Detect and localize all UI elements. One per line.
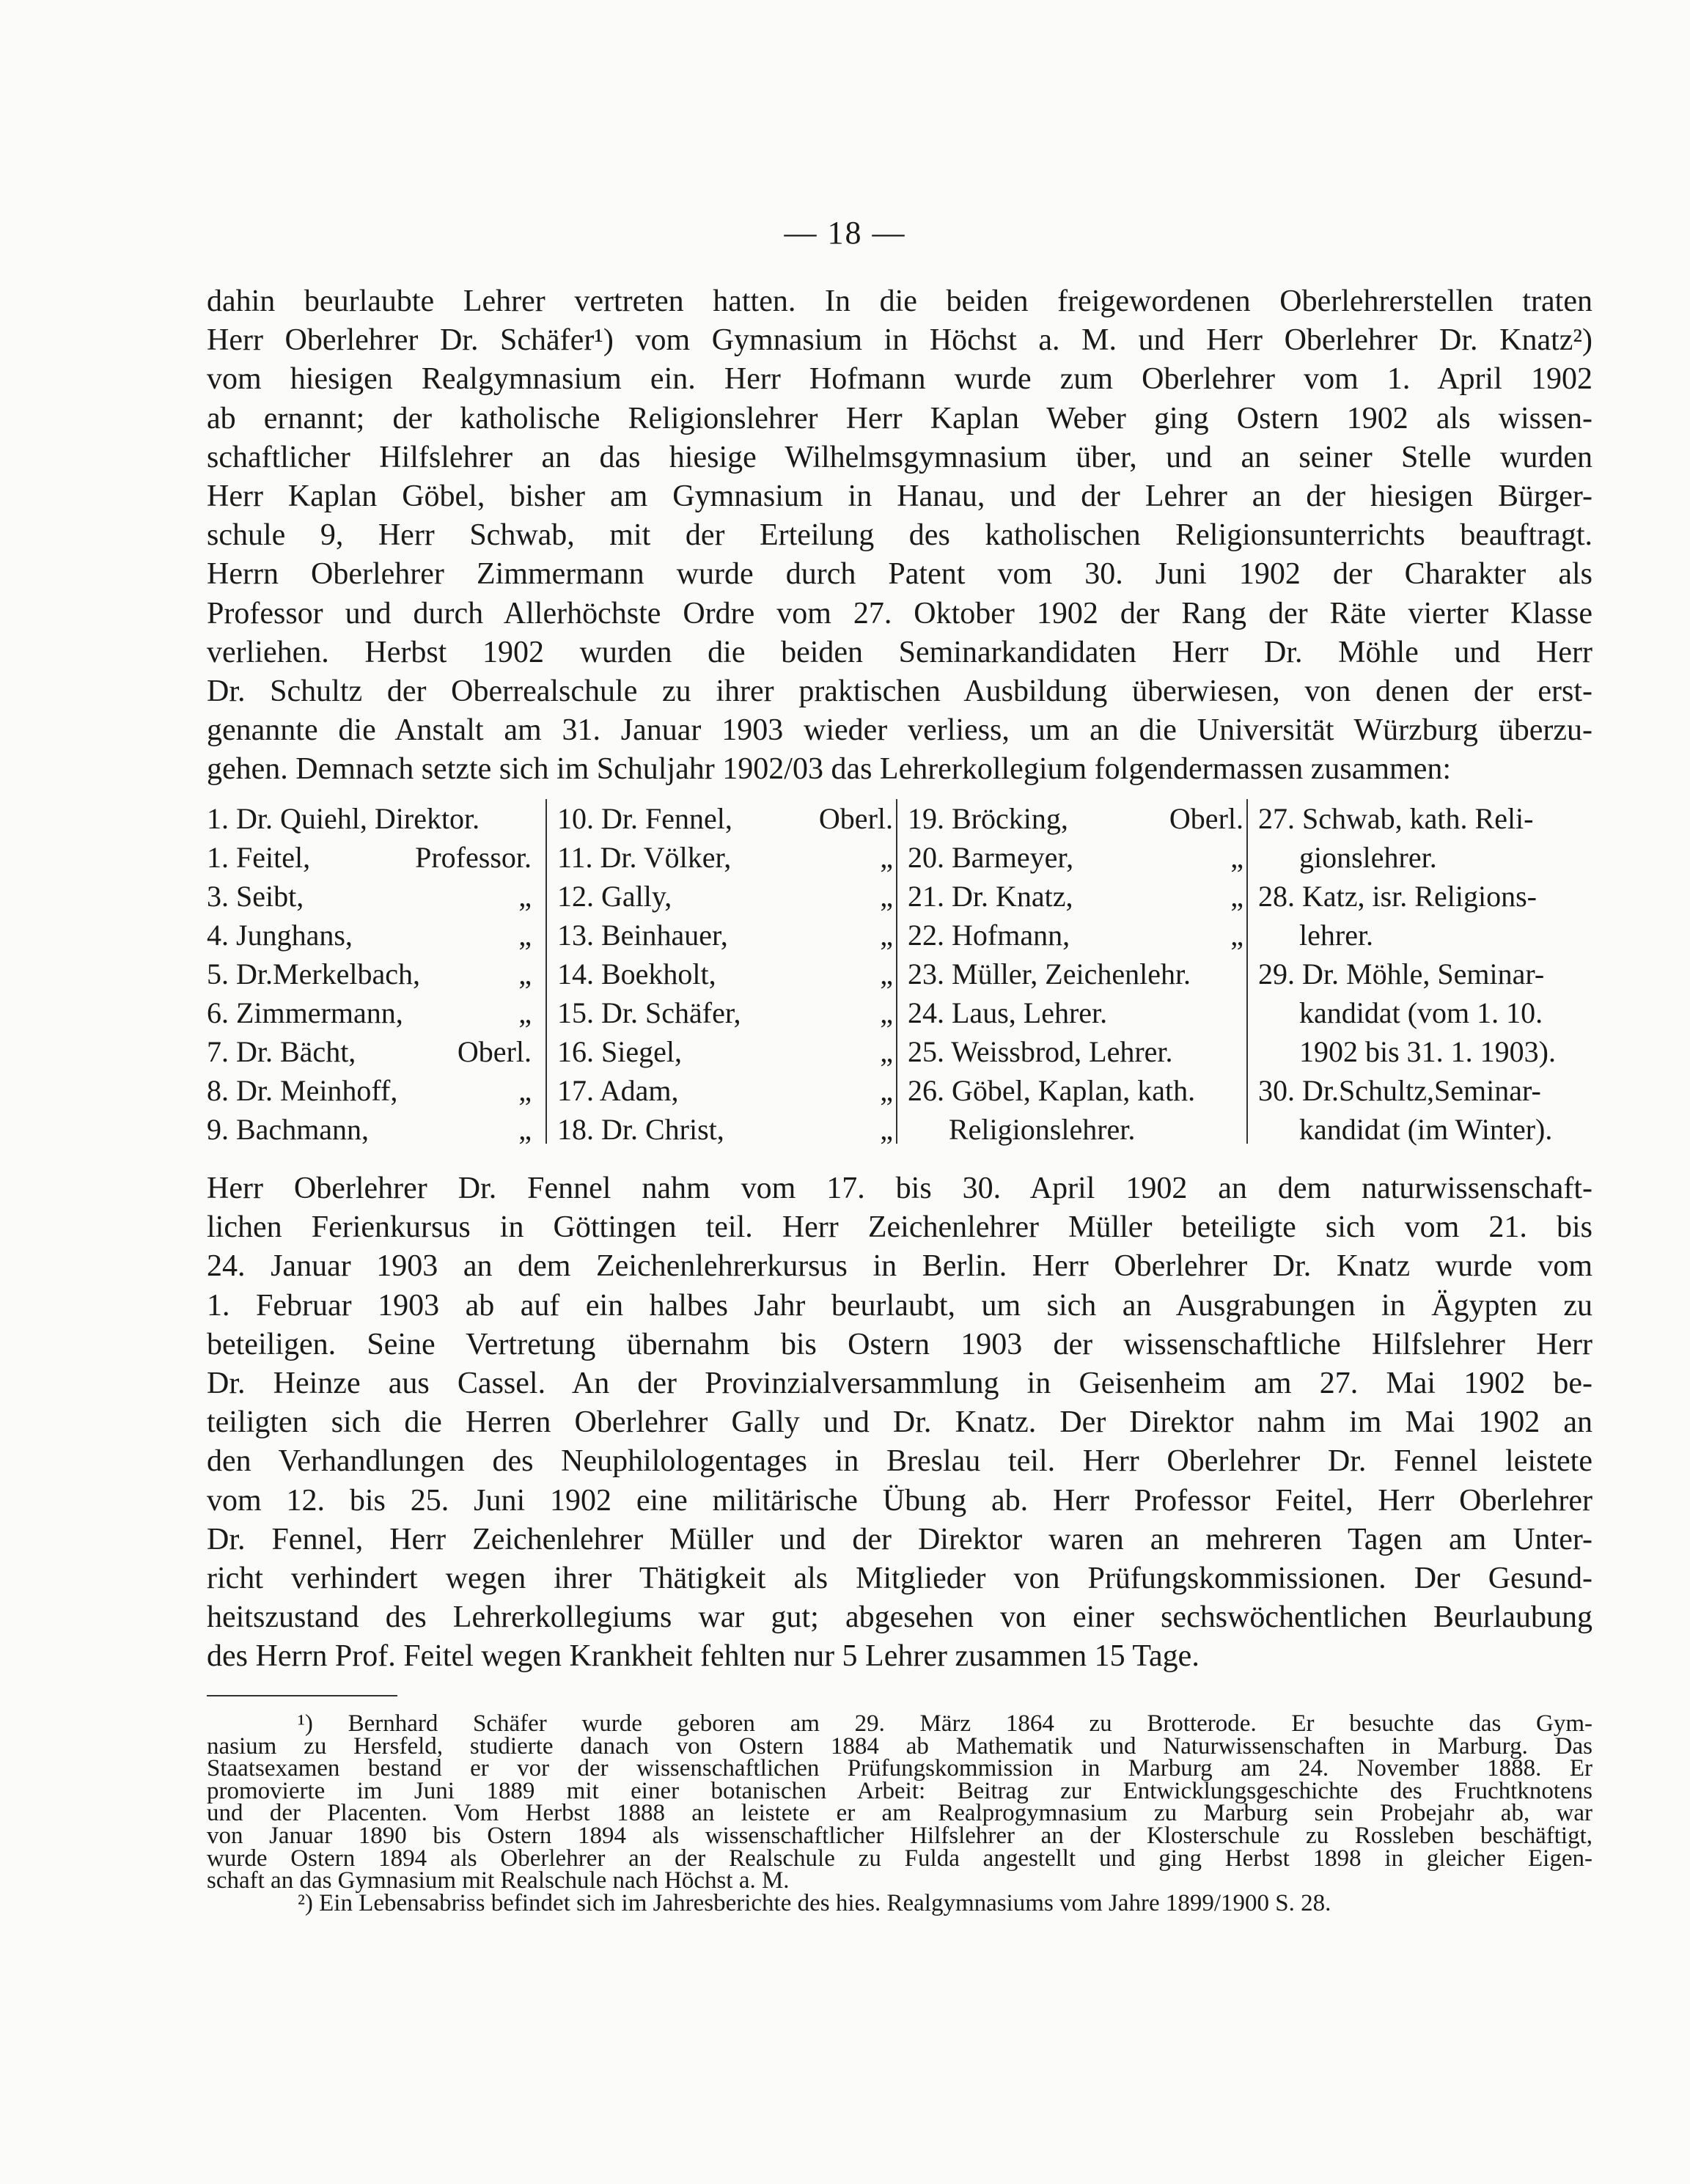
staff-entry (557, 877, 902, 916)
text-line: Herrn Oberlehrer Zimmermann wurde durch Patent vom 30. Juni 1902 der Charakter als (207, 557, 1592, 592)
staff-name: 12. Gally, (557, 880, 672, 913)
staff-name: gionslehrer. (1299, 841, 1437, 874)
staff-entry (908, 1110, 1252, 1149)
staff-entry (908, 955, 1252, 993)
staff-name: 23. Müller, Zeichenlehr. (908, 957, 1191, 990)
staff-name: 1. Dr. Quiehl, Direktor. (207, 802, 480, 835)
text-line: ab ernannt; der katholische Religionslehrer Herr Kaplan Weber ging Ostern 1902 als wissen- (207, 401, 1592, 435)
footnote-line: wurde Ostern 1894 als Oberlehrer an der Realschule zu Fulda angestellt und ging Herbst 1898 in gleicher Eigen- (207, 1845, 1592, 1872)
staff-name: 15. Dr. Schäfer, (557, 996, 741, 1029)
staff-title: „ (880, 996, 893, 1029)
staff-entry (207, 877, 540, 916)
text-line: genannte die Anstalt am 31. Januar 1903 wieder verliess, um an die Universität Würzburg überzu- (207, 713, 1592, 748)
footnote-line: ¹) Bernhard Schäfer wurde geboren am 29. März 1864 zu Brotterode. Er besuchte das Gym- (298, 1710, 1592, 1737)
text-line: Professor und durch Allerhöchste Ordre vom 27. Oktober 1902 der Rang der Räte vierter Klasse (207, 596, 1592, 630)
staff-entry (908, 799, 1252, 838)
staff-entry (207, 916, 540, 955)
text-line: schaftlicher Hilfslehrer an das hiesige Wilhelmsgymnasium über, und an seiner Stelle wurden (207, 440, 1592, 474)
staff-name: 8. Dr. Meinhoff, (207, 1074, 398, 1107)
paragraph-staff-changes (207, 282, 1592, 790)
footnote-line: und der Placenten. Vom Herbst 1888 an leistete er am Realprogymnasium zu Marburg sein Probejahr ab, war (207, 1800, 1592, 1827)
staff-entry (557, 955, 902, 993)
staff-column-2 (545, 799, 902, 1144)
staff-name: 14. Boekholt, (557, 957, 716, 990)
staff-title: „ (880, 1074, 893, 1107)
staff-table (207, 799, 1592, 1151)
staff-name: 11. Dr. Völker, (557, 841, 732, 874)
footnotes (207, 1710, 1592, 1916)
staff-name: lehrer. (1299, 919, 1374, 952)
staff-name: 9. Bachmann, (207, 1113, 370, 1146)
text-line: heitszustand des Lehrerkollegiums war gut; abgesehen von einer sechswöchentlichen Beurlaubung (207, 1600, 1592, 1635)
staff-name: 29. Dr. Möhle, Seminar- (1258, 957, 1545, 990)
staff-entry (908, 838, 1252, 877)
staff-title: „ (518, 957, 532, 990)
staff-title: „ (880, 1113, 893, 1146)
staff-title: „ (880, 880, 893, 913)
text-line: teiligten sich die Herren Oberlehrer Gally und Dr. Knatz. Der Direktor nahm im Mai 1902 an (207, 1405, 1592, 1440)
staff-name: 6. Zimmermann, (207, 996, 403, 1029)
staff-column-1 (207, 799, 540, 1144)
staff-entry (1258, 799, 1604, 838)
staff-entry (557, 916, 902, 955)
staff-entry (1258, 1110, 1604, 1149)
text-line: den Verhandlungen des Neuphilologentages in Breslau teil. Herr Oberlehrer Dr. Fennel leistete (207, 1444, 1592, 1479)
text-line: gehen. Demnach setzte sich im Schuljahr 1902/03 das Lehrerkollegium folgendermassen zusammen: (207, 752, 1452, 787)
text-line: 1. Februar 1903 ab auf ein halbes Jahr beurlaubt, um sich an Ausgrabungen in Ägypten zu (207, 1288, 1592, 1323)
staff-name: 5. Dr.Merkelbach, (207, 957, 421, 990)
staff-title: „ (880, 841, 893, 874)
footnote-line: Staatsexamen bestand er vor der wissenschaftlichen Prüfungskommission in Marburg am 24. November 1888. Er (207, 1755, 1592, 1782)
staff-entry (557, 1032, 902, 1071)
staff-entry (207, 993, 540, 1032)
text-line: dahin beurlaubte Lehrer vertreten hatten. In die beiden freigewordenen Oberlehrerstellen traten (207, 284, 1592, 318)
staff-column-4 (1246, 799, 1604, 1144)
staff-title: „ (518, 1074, 532, 1107)
text-line: Dr. Heinze aus Cassel. An der Provinzialversammlung in Geisenheim am 27. Mai 1902 be- (207, 1367, 1592, 1401)
staff-name: Religionslehrer. (949, 1113, 1136, 1146)
staff-name: 1. Feitel, (207, 841, 311, 874)
staff-name: 7. Dr. Bächt, (207, 1035, 356, 1068)
text-line: Herr Oberlehrer Dr. Fennel nahm vom 17. bis 30. April 1902 an dem naturwissenschaft- (207, 1172, 1592, 1205)
staff-title: „ (518, 880, 532, 913)
text-line: vom hiesigen Realgymnasium ein. Herr Hofmann wurde zum Oberlehrer vom 1. April 1902 (207, 362, 1592, 397)
staff-entry (557, 1071, 902, 1110)
staff-name: 3. Seibt, (207, 880, 304, 913)
footnote-line: von Januar 1890 bis Ostern 1894 als wissenschaftlicher Hilfslehrer an der Klosterschule zu Rossleben beschäftigt, (207, 1822, 1592, 1849)
staff-title: „ (1230, 841, 1243, 874)
staff-entry (557, 1110, 902, 1149)
staff-entry (557, 993, 902, 1032)
staff-entry (1258, 877, 1604, 916)
staff-entry (207, 799, 540, 838)
staff-title: Oberl. (457, 1035, 532, 1068)
text-line: Herr Oberlehrer Dr. Schäfer¹) vom Gymnasium in Höchst a. M. und Herr Oberlehrer Dr. Knatz²) (207, 323, 1592, 358)
staff-entry (908, 916, 1252, 955)
staff-name: 25. Weissbrod, Lehrer. (908, 1035, 1173, 1068)
staff-entry (207, 1032, 540, 1071)
staff-name: 13. Beinhauer, (557, 919, 728, 952)
staff-name: 27. Schwab, kath. Reli- (1258, 802, 1534, 835)
staff-title: „ (518, 996, 532, 1029)
staff-entry (1258, 1032, 1604, 1071)
staff-entry (207, 1071, 540, 1110)
text-line: vom 12. bis 25. Juni 1902 eine militärische Übung ab. Herr Professor Feitel, Herr Oberlehrer (207, 1483, 1592, 1518)
staff-name: 21. Dr. Knatz, (908, 880, 1073, 913)
staff-name: 16. Siegel, (557, 1035, 682, 1068)
text-line: richt verhindert wegen ihrer Thätigkeit als Mitglieder von Prüfungskommissionen. Der Gesund- (207, 1562, 1592, 1596)
text-line: Dr. Fennel, Herr Zeichenlehrer Müller und der Direktor waren an mehreren Tagen am Unter- (207, 1522, 1592, 1556)
staff-title: „ (880, 1035, 893, 1068)
staff-name: 30. Dr.Schultz,Seminar- (1258, 1074, 1541, 1107)
text-line: verliehen. Herbst 1902 wurden die beiden Seminarkandidaten Herr Dr. Möhle und Herr (207, 635, 1592, 669)
staff-name: 4. Junghans, (207, 919, 353, 952)
footnote-line: promovierte im Juni 1889 mit einer botanischen Arbeit: Beitrag zur Entwicklungsgeschichte des Fruchtknotens (207, 1777, 1592, 1804)
staff-entry (207, 838, 540, 877)
text-line: 24. Januar 1903 an dem Zeichenlehrerkursus in Berlin. Herr Oberlehrer Dr. Knatz wurde vom (207, 1249, 1592, 1284)
staff-name: 10. Dr. Fennel, (557, 802, 732, 835)
staff-entry (1258, 916, 1604, 955)
staff-name: kandidat (vom 1. 10. (1299, 996, 1543, 1029)
staff-entry (557, 799, 902, 838)
text-line: schule 9, Herr Schwab, mit der Erteilung des katholischen Religionsunterrichts beauftragt. (207, 518, 1592, 553)
staff-name: 20. Barmeyer, (908, 841, 1074, 874)
text-line: Herr Kaplan Göbel, bisher am Gymnasium in Hanau, und der Lehrer an der hiesigen Bürger- (207, 479, 1592, 514)
footnote-line: schaft an das Gymnasium mit Realschule nach Höchst a. M. (207, 1867, 790, 1894)
staff-name: 28. Katz, isr. Religions- (1258, 880, 1537, 913)
staff-name: kandidat (im Winter). (1299, 1113, 1553, 1146)
staff-name: 18. Dr. Christ, (557, 1113, 724, 1146)
footnote-line: ²) Ein Lebensabriss befindet sich im Jahresberichte des hies. Realgymnasiums vom Jahre 1899/1900 S. 28. (298, 1889, 1331, 1916)
paragraph-activities (207, 1169, 1592, 1677)
staff-title: „ (880, 919, 893, 952)
staff-entry (1258, 993, 1604, 1032)
staff-title: Professor. (415, 841, 532, 874)
staff-entry (908, 1071, 1252, 1110)
staff-name: 1902 bis 31. 1. 1903). (1299, 1035, 1556, 1068)
staff-title: „ (518, 1113, 532, 1146)
text-line: beteiligen. Seine Vertretung übernahm bis Ostern 1903 der wissenschaftliche Hilfslehrer Herr (207, 1327, 1592, 1361)
staff-name: 19. Bröcking, (908, 802, 1068, 835)
footnote-line: nasium zu Hersfeld, studierte danach von Ostern 1884 ab Mathematik und Naturwissenschaften in Marburg. Das (207, 1732, 1592, 1760)
staff-entry (908, 1032, 1252, 1071)
text-line: Dr. Schultz der Oberrealschule zu ihrer praktischen Ausbildung überwiesen, von denen der erst- (207, 674, 1592, 709)
staff-column-3 (896, 799, 1252, 1144)
staff-title: „ (880, 957, 893, 990)
staff-entry (207, 955, 540, 993)
staff-entry (1258, 1071, 1604, 1110)
footnote-rule (207, 1695, 397, 1696)
staff-title: „ (518, 919, 532, 952)
staff-name: 22. Hofmann, (908, 919, 1070, 952)
staff-entry (908, 877, 1252, 916)
staff-title: Oberl. (1169, 802, 1243, 835)
staff-entry (1258, 838, 1604, 877)
text-line: lichen Ferienkursus in Göttingen teil. Herr Zeichenlehrer Müller beteiligte sich vom 21. bis (207, 1210, 1592, 1245)
staff-name: 24. Laus, Lehrer. (908, 996, 1108, 1029)
staff-entry (908, 993, 1252, 1032)
staff-entry (1258, 955, 1604, 993)
staff-name: 26. Göbel, Kaplan, kath. (908, 1074, 1196, 1107)
text-line: des Herrn Prof. Feitel wegen Krankheit fehlten nur 5 Lehrer zusammen 15 Tage. (207, 1639, 1199, 1674)
staff-entry (557, 838, 902, 877)
staff-entry (207, 1110, 540, 1149)
staff-title: „ (1230, 919, 1243, 952)
staff-name: 17. Adam, (557, 1074, 679, 1107)
page-number: — 18 — (784, 215, 906, 251)
staff-title: „ (1230, 880, 1243, 913)
staff-title: Oberl. (818, 802, 893, 835)
